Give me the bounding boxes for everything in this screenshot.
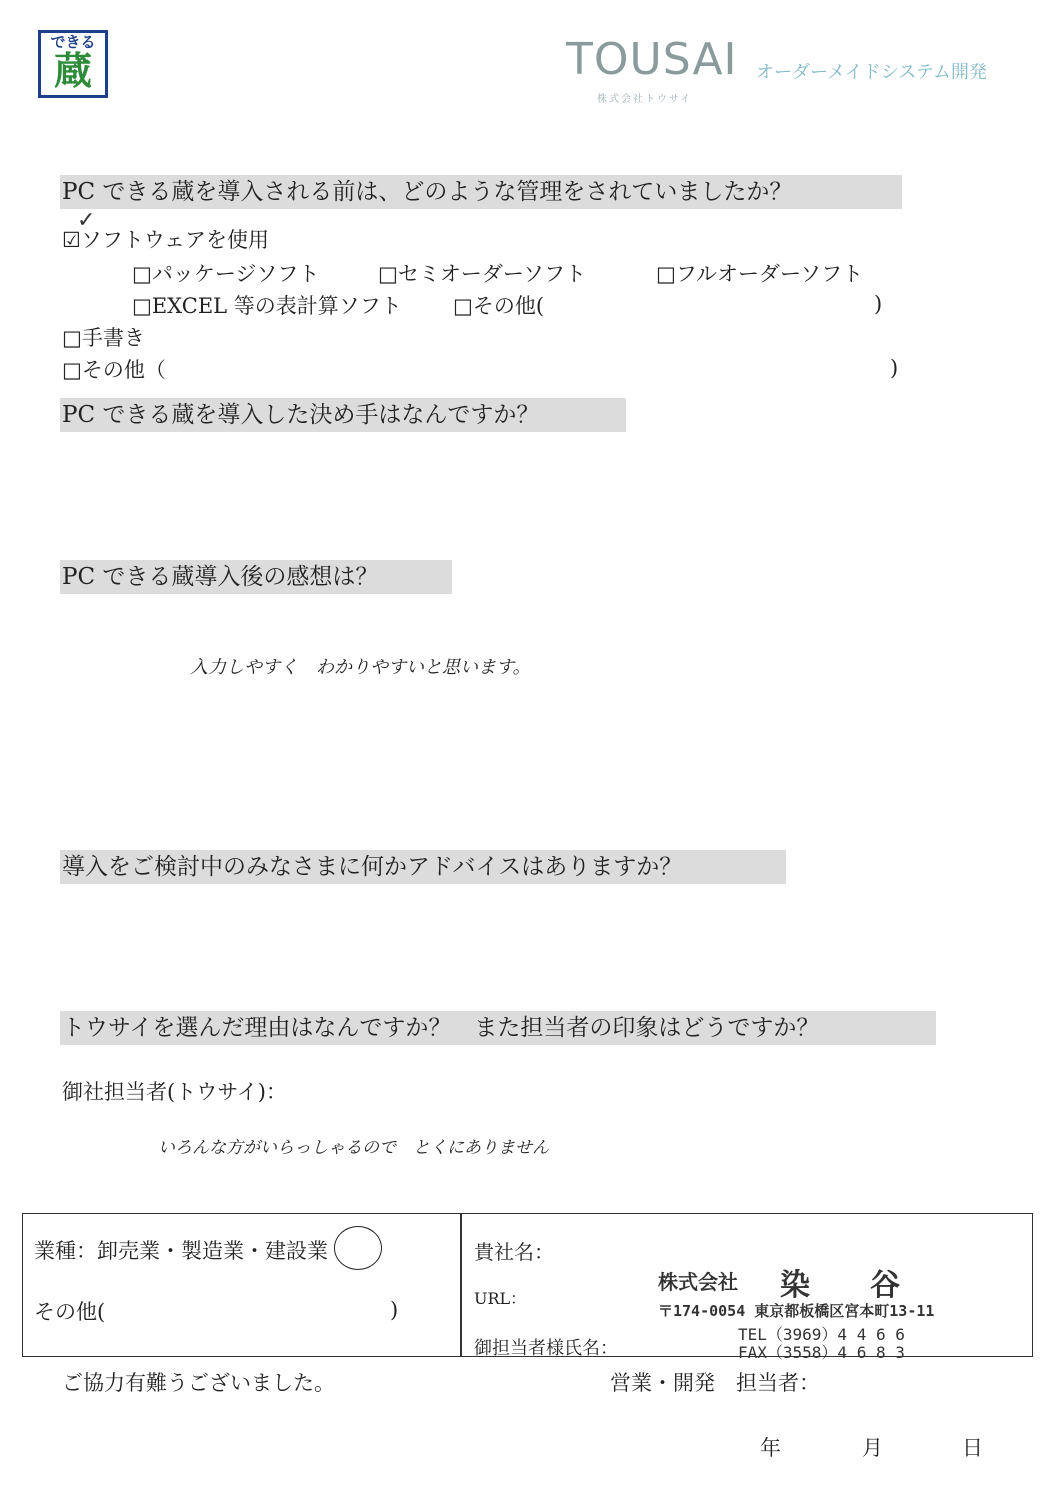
option-excel[interactable]: □EXCEL 等の表計算ソフト <box>132 294 402 318</box>
stamp-tel: TEL（3969）4 4 6 6 <box>738 1325 905 1344</box>
question-2: PC できる蔵を導入した決め手はなんですか？ <box>62 402 540 428</box>
box-divider <box>460 1213 462 1357</box>
question-1: PC できる蔵を導入される前は、どのような管理をされていましたか？ <box>62 179 793 205</box>
url-label: URL： <box>474 1289 527 1308</box>
option-full-order[interactable]: □フルオーダーソフト <box>656 262 864 286</box>
question-5: トウサイを選んだ理由はなんですか？ また担当者の印象はどうですか？ <box>62 1015 820 1041</box>
option-other[interactable]: □その他（ <box>62 358 166 382</box>
selected-circle <box>334 1226 382 1270</box>
dekirukura-logo <box>38 30 108 98</box>
other-close: ) <box>890 356 899 380</box>
person-name-label: 御担当者様氏名： <box>474 1338 618 1359</box>
industry-other-close: ) <box>390 1298 399 1322</box>
question-bar-5 <box>60 1011 936 1045</box>
logo-top-text: できる <box>50 33 96 51</box>
stamp-fax: FAX（3558）4 6 8 3 <box>738 1343 905 1362</box>
stamp-address: 〒174-0054 東京都板橋区宮本町13-11 <box>658 1302 935 1320</box>
industry-field[interactable]: 業種：卸売業・製造業・建設業 <box>34 1239 328 1263</box>
brand-tagline: オーダーメイドシステム開発 <box>756 62 987 83</box>
tousai-brand: TOUSAI <box>566 34 738 85</box>
contact-label: 御社担当者(トウサイ)： <box>62 1080 287 1104</box>
month-label: 月 <box>862 1436 883 1460</box>
question-bar-4 <box>60 850 786 884</box>
option-sub-other[interactable]: □その他( <box>453 294 545 318</box>
day-label: 日 <box>962 1436 983 1460</box>
stamp-name: 染 谷 <box>780 1268 900 1303</box>
logo-kanji: 蔵 <box>53 48 92 93</box>
sub-other-close: ) <box>874 292 883 316</box>
question-bar-1 <box>60 175 902 209</box>
question-4: 導入をご検討中のみなさまに何かアドバイスはありますか？ <box>62 854 683 880</box>
option-software[interactable]: ☑ソフトウェアを使用 <box>62 228 269 252</box>
option-handwritten[interactable]: □手書き <box>62 326 145 350</box>
option-semi-order[interactable]: □セミオーダーソフト <box>378 262 587 286</box>
thanks-text: ご協力有難うございました。 <box>62 1371 335 1395</box>
question-3: PC できる蔵導入後の感想は？ <box>62 564 379 590</box>
question-bar-2 <box>60 398 626 432</box>
answer-3-handwriting: 入力しやすく わかりやすいと思います。 <box>190 657 531 678</box>
brand-company: 株式会社トウサイ <box>597 94 693 105</box>
year-label: 年 <box>760 1436 781 1460</box>
industry-other[interactable]: その他( <box>34 1300 106 1324</box>
answer-5-handwriting: いろんな方がいらっしゃるので とくにありません <box>158 1138 549 1158</box>
stamp-company: 株式会社 <box>658 1270 738 1294</box>
sales-contact-label: 営業・開発 担当者： <box>610 1371 820 1395</box>
option-package[interactable]: □パッケージソフト <box>132 262 320 286</box>
question-bar-3 <box>60 560 452 594</box>
company-name-label: 貴社名： <box>474 1240 554 1264</box>
check-mark-icon: ✓ <box>77 208 96 233</box>
